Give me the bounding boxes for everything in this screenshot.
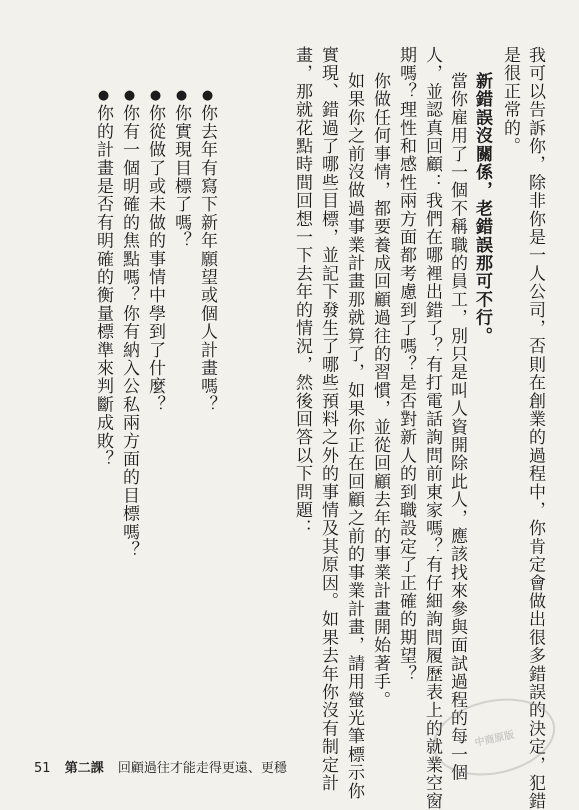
bullet-icon: ● [200,88,215,105]
question-text: 你有一個明確的焦點嗎？你有納入公私兩方面的目標嗎？ [119,104,139,560]
lesson-label: 第二課 [64,761,104,776]
question-item [116,88,142,559]
text-column-4: 人，並認真回顧：我們在哪裡出錯了？有打電話詢問前東家嗎？有仔細詢問履歷表上的就業空窗 [422,46,442,810]
text-column-9: 畫，那就花點時間回想一下去年的情況，然後回答以下問題： [292,46,312,538]
question-text: 你的計畫是否有明確的衡量標準來判斷成敗？ [93,104,113,469]
text-column-6: 你做任何事情，都要養成回顧過往的習慣，並從回顧去年的事業計畫開始著手。 [370,72,390,709]
question-text: 你去年有寫下新年願望或個人計畫嗎？ [197,104,217,414]
question-item [142,88,168,414]
page-number: 51 [34,761,51,776]
bullet-icon: ● [96,88,111,105]
text-column-8: 實現、錯過了哪些目標，並記下發生了哪些預料之外的事情及其原因。如果去年你沒有制定計 [318,46,338,793]
question-item [90,88,116,468]
question-item [194,88,220,414]
heading-column: 新錯誤沒關係，老錯誤那可不行。 [472,72,492,345]
bullet-icon: ● [148,88,163,105]
text-column-2: 是很正常的。 [500,46,520,156]
question-text: 你實現目標了嗎？ [171,104,191,250]
question-text: 你從做了或未做的事情中學到了什麼？ [145,104,165,414]
bullet-icon: ● [174,88,189,105]
watermark-text: 中商原版 [473,729,516,749]
page-footer [34,757,287,776]
text-column-5: 期嗎？理性和感性兩方面都考慮到了嗎？是否對新人的到職設定了正確的期望？ [396,46,416,683]
text-column-3: 當你雇用了一個不稱職的員工，別只是叫人資開除此人，應該找來參與面試過程的每一個 [447,72,467,782]
question-item [168,88,194,250]
text-column-1: 我可以告訴你，除非你是一人公司，否則在創業的過程中，你肯定會做出很多錯誤的決定，犯錯 [525,46,545,810]
text-column-7: 如果你之前沒做過事業計畫那就算了，如果你正在回顧之前的事業計畫，請用螢光筆標示你 [344,72,364,800]
bullet-icon: ● [122,88,137,105]
chapter-title: 回顧過往才能走得更遠、更穩 [117,761,287,776]
